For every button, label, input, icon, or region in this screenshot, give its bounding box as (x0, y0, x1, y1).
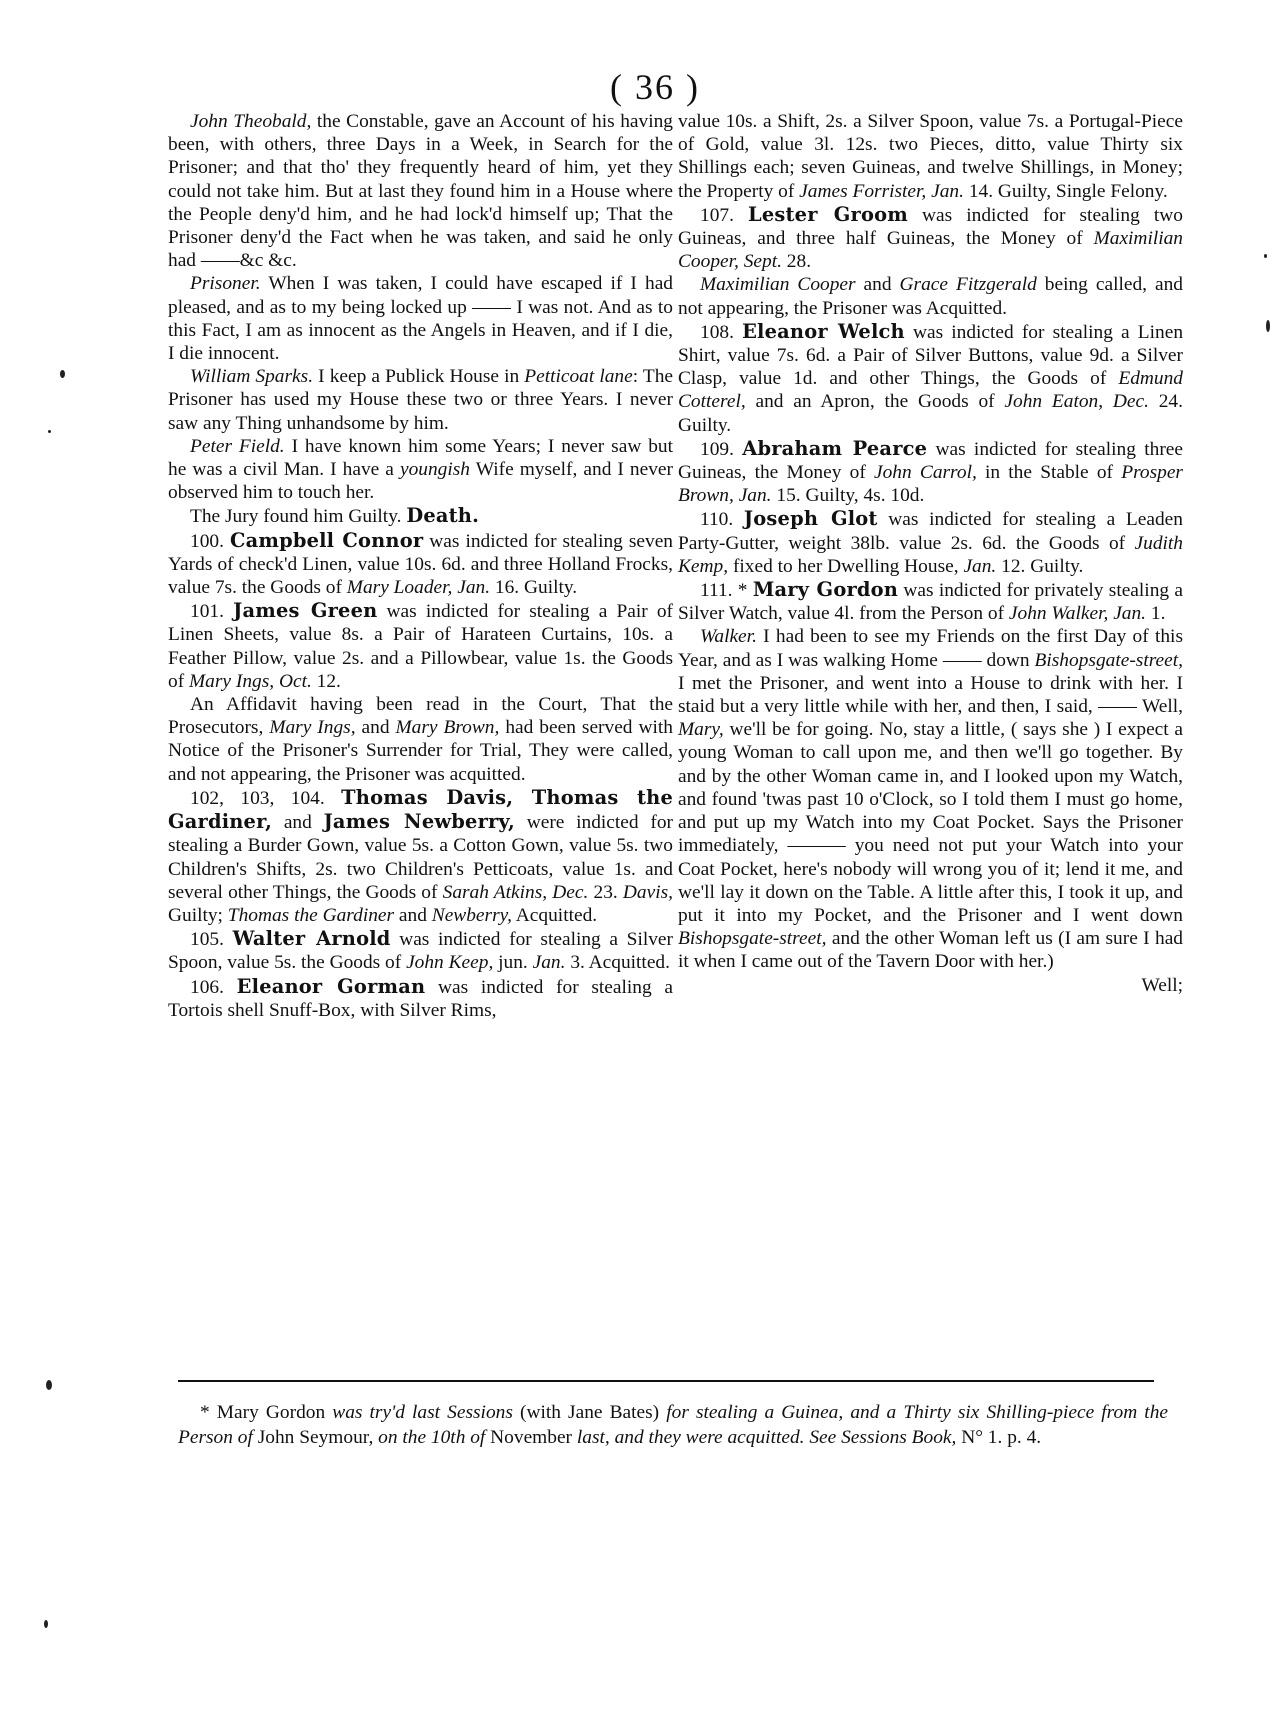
italic-text: Thomas the Gardiner (227, 904, 395, 926)
text-run: When I was taken, I could have escaped if I had pleased, and as to my being locked up —— I was not. And as to this Fact, I am as innocent as the Angels in Heaven, and if I die, I die innocent. (168, 273, 673, 365)
italic-text: Davis, (622, 881, 674, 903)
blackletter-name: James Green (233, 599, 378, 623)
scan-speck (46, 1380, 52, 1390)
italic-text: Walker. (700, 626, 757, 648)
text-run: I keep a Publick House in (313, 366, 525, 388)
paragraph (168, 110, 673, 272)
scan-speck (44, 1620, 48, 1628)
text-run: 16. Guilty. (490, 577, 578, 599)
text-run: N° 1. p. 4. (956, 1427, 1042, 1448)
page-number: ( 36 ) (610, 67, 700, 107)
italic-text: James Forrister, Jan. (799, 180, 964, 202)
italic-text: John Keep, (406, 952, 494, 974)
paragraph (168, 786, 673, 927)
paragraph (678, 507, 1183, 578)
paragraph (168, 504, 673, 528)
text-run: 1. (1146, 603, 1166, 625)
paragraph (168, 272, 673, 365)
text-run: : The Prisoner has used my House these two or three Years. I never saw any Thing unhandsome by him. (168, 366, 674, 434)
text-run: and (272, 812, 324, 834)
text-run: 108. (700, 321, 743, 343)
text-run: in the Stable of (976, 462, 1122, 484)
text-run: was indicted for stealing a Tortois shell Snuff-Box, with Silver Rims, (168, 976, 674, 1021)
text-run: 110. (700, 509, 744, 531)
blackletter-name: James Newberry, (323, 810, 515, 834)
text-run: the Constable, gave an Account of his having been, with others, three Days in a Week, in Search for the Prisoner; and that tho' they frequently heard of him, yet they could not take him. But at last they found him in a House where the People deny'd him, and he had lock'd himself up; That the Prisoner deny'd the Fact when he was taken, and said he only had ——&c &c. (168, 111, 673, 272)
italic-text: Petticoat lane (524, 366, 633, 388)
italic-text: Mary Brown, (395, 717, 500, 739)
paragraph (678, 974, 1183, 997)
scan-speck (1264, 254, 1267, 258)
blackletter-name: Abraham Pearce (742, 436, 928, 460)
italic-text: Mary Loader, Jan. (346, 577, 491, 599)
left-column (168, 110, 673, 1022)
text-run: and the other Woman left us (I am sure I had it when I came out of the Tavern Door with her.) (678, 928, 1183, 973)
text-run: being called, and not appearing, the Prisoner was Acquitted. (678, 274, 1183, 319)
text-run: and (355, 717, 396, 739)
text-run: 101. (190, 601, 234, 623)
text-run: 14. Guilty, Single Felony. (963, 180, 1168, 202)
italic-text: Prosper Brown, Jan. (678, 462, 1183, 507)
italic-text: Bishopsgate-street, (1034, 649, 1183, 671)
paragraph (168, 529, 673, 600)
text-run: 105. (190, 929, 233, 951)
text-run: value 10s. a Shift, 2s. a Silver Spoon, value 7s. a Portugal-Piece of Gold, value 3l. 12s. two Pieces, ditto, value Thirty six Shillings each; seven Guineas, and twelve Shillings, in Money; the Property of (678, 111, 1183, 202)
paragraph (678, 273, 1183, 319)
text-run: An Affidavit having been read in the Court, That the Prosecutors, (168, 694, 673, 739)
text-run: I had been to see my Friends on the first Day of this Year, and as I was walking Home —— down (678, 626, 1183, 671)
text-run: and (394, 904, 432, 926)
italic-text: Bishopsgate-street, (678, 928, 827, 950)
text-run: jun. (493, 952, 533, 974)
italic-text: Newberry, (431, 904, 513, 926)
paragraph (168, 365, 673, 435)
text-run: I met the Prisoner, and went into a House to drink with her. I staid but a very little while with her, and then, I said, —— Well, (678, 672, 1183, 718)
text-run: 106. (190, 976, 237, 998)
italic-text: Jan. (532, 952, 566, 974)
text-run: (with Jane Bates) (512, 1402, 667, 1423)
italic-text: was try'd last Sessions (332, 1402, 513, 1423)
italic-text: Sarah Atkins, Dec. (442, 881, 589, 903)
blackletter-name: Death. (406, 504, 480, 528)
footnote-paragraph (178, 1400, 1168, 1450)
text-run: was indicted for stealing seven Yards of check'd Linen, value 10s. 6d. and three Holland Frocks, value 7s. the Goods of (168, 530, 673, 599)
italic-text: Mary Ings, Oct. (189, 670, 312, 692)
paragraph (168, 693, 673, 786)
text-run: was indicted for stealing a Leaden Party-Gutter, weight 38lb. value 2s. 6d. the Goods of (678, 509, 1183, 554)
text-run: was indicted for privately stealing a Silver Watch, value 4l. from the Person of (678, 580, 1184, 625)
paragraph (168, 927, 673, 974)
text-run: Well; (1141, 974, 1183, 996)
italic-text: Grace Fitzgerald (899, 274, 1037, 296)
paragraph (168, 975, 673, 1022)
blackletter-name: Eleanor Gorman (236, 974, 426, 998)
italic-text: Peter Field. (190, 435, 285, 457)
italic-text: Prisoner. (190, 273, 261, 295)
text-run: 3. Acquitted. (565, 952, 670, 974)
scan-speck (1266, 320, 1270, 332)
text-run: and an Apron, the Goods of (745, 391, 1005, 413)
italic-text: John Walker, Jan. (1008, 603, 1147, 625)
text-run: 23. (588, 881, 623, 903)
blackletter-name: Walter Arnold (232, 927, 391, 951)
paragraph (678, 578, 1183, 625)
italic-text: John Eaton, Dec. (1004, 391, 1149, 413)
text-run: were indicted for stealing a Burder Gown, value 5s. a Cotton Gown, value 5s. two Children's Shifts, 2s. two Children's Petticoats, value 1s. and several other Things, the Goods of (168, 812, 673, 903)
text-run: 24. Guilty. (678, 391, 1183, 436)
text-run: 107. (700, 204, 749, 226)
text-run: Acquitted. (512, 904, 598, 926)
italic-text: John Theobald, (190, 111, 312, 132)
paragraph (678, 437, 1183, 508)
footnote-rule (178, 1380, 1154, 1382)
blackletter-name: Lester Groom (748, 202, 908, 226)
italic-text: last, and they were acquitted. See Sessions Book, (576, 1427, 957, 1448)
right-column (678, 110, 1183, 997)
text-run: fixed to her Dwelling House, (728, 555, 964, 577)
italic-text: on the 10th of (378, 1427, 486, 1448)
italic-text: Judith Kemp, (678, 532, 1183, 577)
italic-text: Mary Ings, (269, 717, 356, 739)
italic-text: Maximilian Cooper (700, 274, 856, 296)
paragraph (168, 599, 673, 693)
text-run: was indicted for stealing a Silver Spoon, value 5s. the Goods of (168, 929, 673, 974)
footnote (178, 1400, 1168, 1450)
blackletter-name: Eleanor Welch (742, 319, 905, 343)
text-run: and (855, 274, 900, 296)
text-run: 12. Guilty. (996, 555, 1084, 577)
paragraph (168, 435, 673, 505)
text-run: 109. (700, 438, 743, 460)
paragraph (678, 110, 1183, 203)
italic-text: Edmund Cotterel, (678, 368, 1183, 413)
paragraph (678, 320, 1183, 437)
text-run: we'll be for going. No, stay a little, ( says she ) I expect a young Woman to call upon me, and then we'll go together. By and by the other Woman came in, and I looked upon my Watch, and found 'twas past 10 o'Clock, so I told them I must go home, and put up my Watch into my Coat Pocket. Says the Prisoner immediately, ——— you need not put your Watch into your Coat Pocket, here's nobody will wrong you of it; lend it me, and we'll lay it down on the Table. A little after this, I took it up, and put it into my Pocket, and the Prisoner and I went down (678, 719, 1183, 926)
paragraph (678, 203, 1183, 274)
text-run: 28. (781, 251, 812, 273)
italic-text: Mary, (678, 719, 724, 741)
italic-text: youngish (399, 459, 470, 481)
italic-text: John Carrol, (873, 462, 977, 484)
text-run: 100. (190, 530, 230, 552)
scan-speck (48, 430, 51, 433)
paragraph (678, 625, 1183, 973)
italic-text: Maximilian Cooper, Sept. (678, 228, 1183, 273)
blackletter-name: Mary Gordon (752, 578, 899, 602)
text-run: The Jury found him Guilty. (190, 506, 407, 528)
text-run: was indicted for stealing a Pair of Linen Sheets, value 8s. a Pair of Harateen Curtains, 10s. a Feather Pillow, value 2s. and a Pillowbear, value 1s. the Goods of (168, 601, 673, 692)
text-run: Guilty; (168, 904, 228, 926)
italic-text: William Sparks. (190, 366, 314, 388)
italic-text: Jan. (963, 555, 997, 577)
text-run: 111. * (700, 580, 753, 602)
text-run: had been served with Notice of the Prisoner's Surrender for Trial, They were called, and not appearing, the Prisoner was acquitted. (168, 717, 673, 785)
scan-speck (60, 370, 65, 378)
text-run: was indicted for stealing three Guineas, the Money of (678, 438, 1184, 484)
text-run: Wife myself, and I never observed him to touch her. (168, 459, 673, 504)
text-run: 15. Guilty, 4s. 10d. (771, 485, 925, 507)
text-run: 102, 103, 104. (190, 787, 342, 809)
text-run: John Seymour, (252, 1427, 379, 1448)
text-run: 12. (311, 670, 341, 692)
blackletter-name: Joseph Glot (743, 507, 878, 531)
blackletter-name: Campbell Connor (229, 528, 424, 552)
text-run: was indicted for stealing two Guineas, and three half Guineas, the Money of (678, 204, 1183, 250)
blackletter-name: Thomas Davis, Thomas the Gardiner, (168, 785, 674, 834)
text-run: was indicted for stealing a Linen Shirt, value 7s. 6d. a Pair of Silver Buttons, value 9d. a Silver Clasp, value 1d. and other Things, the Goods of (678, 321, 1184, 390)
italic-text: for stealing a Guinea, and a Thirty six Shilling-piece from the Person of (178, 1402, 1168, 1448)
text-run: November (485, 1427, 577, 1448)
text-run: * Mary Gordon (200, 1402, 333, 1423)
text-run: I have known him some Years; I never saw but he was a civil Man. I have a (168, 435, 673, 481)
